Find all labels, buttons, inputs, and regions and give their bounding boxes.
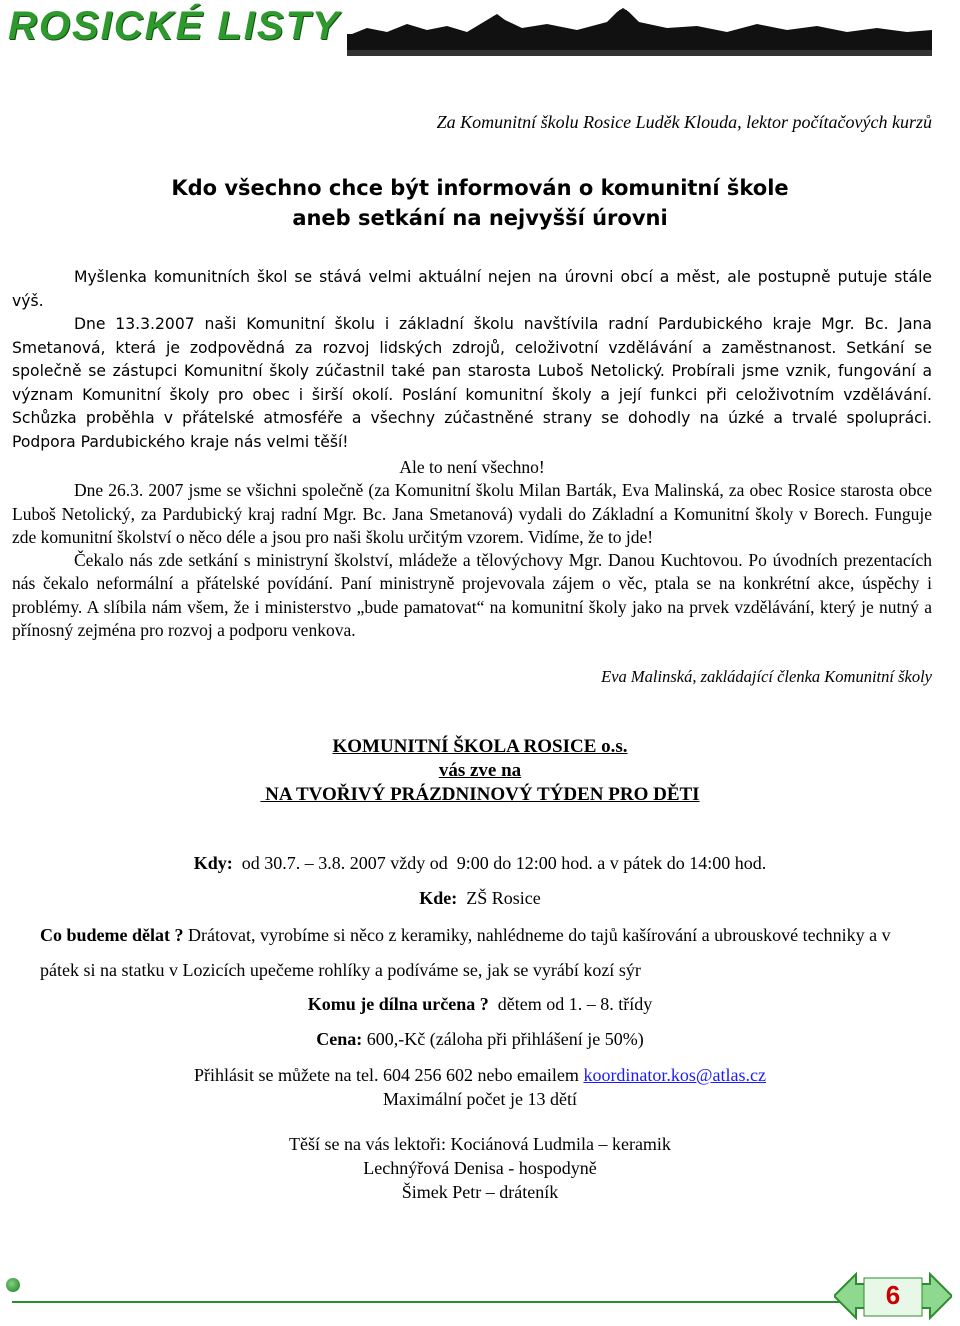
lecturer-line: Šimek Petr – dráteník xyxy=(401,1182,559,1202)
article-part1 xyxy=(12,266,932,454)
when-value: od 30.7. – 3.8. 2007 vždy od 9:00 do 12:00 hod. a v pátek do 14:00 hod. xyxy=(232,853,767,873)
lecturer-line: Těší se na vás lektoři: Kociánová Ludmila – keramik xyxy=(289,1134,671,1154)
intro-line: Za Komunitní školu Rosice Luděk Klouda, lektor počítačových kurzů xyxy=(436,112,932,132)
article-signature: Eva Malinská, zakládající členka Komunitní školy xyxy=(601,667,932,686)
for-label: Komu je dílna určena ? xyxy=(307,994,489,1014)
article-part2 xyxy=(12,456,932,642)
footer-bullet-icon xyxy=(6,1278,20,1292)
register-row xyxy=(0,1065,960,1086)
article-paragraph: Myšlenka komunitních škol se stává velmi aktuální nejen na úrovni obcí a měst, ale postupně putuje stále výš. xyxy=(12,268,932,310)
lecturer-line: Lechnýřová Denisa - hospodyně xyxy=(363,1158,597,1178)
price-row xyxy=(0,1029,960,1050)
masthead xyxy=(0,0,960,60)
where-label: Kde: xyxy=(419,888,458,908)
article-paragraph: Ale to není všechno! xyxy=(399,457,545,477)
where-value: ZŠ Rosice xyxy=(457,888,541,908)
where-row xyxy=(0,888,960,909)
price-value: 600,-Kč (záloha při přihlášení je 50%) xyxy=(362,1029,644,1049)
article-paragraph: Dne 13.3.2007 naši Komunitní školu i základní školu navštívila radní Pardubického kraje Mgr. Bc. Jana Smetanová, která je zodpovědná za rozvoj lidských zdrojů, celoživotní vzdělávání a zaměstnanost. Setkání se společně se zástupci Komunitní školy zúčastnil také pan starosta Luboš Netolický. Probírali jsme vznik, fungování a význam Komunitní školy pro obec i širší okolí. Poslání komunitní školy a její funkci při celoživotním vzdělávání. Schůzka proběhla v přátelské atmosféře a všechny zúčastněné strany se dohodly na úzké a trvalé spolupráci. Podpora Pardubického kraje nás velmi těší! xyxy=(12,315,932,451)
when-row xyxy=(0,853,960,874)
page-number: 6 xyxy=(885,1280,901,1310)
what-label: Co budeme dělat ? xyxy=(40,925,184,945)
when-label: Kdy: xyxy=(193,853,233,873)
article-paragraph: Čekalo nás zde setkání s ministryní školství, mládeže a tělovýchovy Mgr. Danou Kuchtovou. Po úvodních prezentacích nás čekalo neformální a přátelské povídání. Paní ministryně projevovala zájem o věc, ptala se na konkrétní akce, úspěchy i problémy. A slíbila nám všem, že i ministerstvo „bude pamatovat“ na komunitní školy jako na prvek vzdělávání, který je nutný a přínosný zejména pro rozvoj a podporu venkova. xyxy=(12,550,932,641)
article-paragraph: Dne 26.3. 2007 jsme se všichni společně (za Komunitní školu Milan Barták, Eva Malinská, za obec Rosice starosta obce Luboš Netolický, za Pardubický kraj radní Mgr. Bc. Jana Smetanová) vydali do Základní a Komunitní školy v Borech. Funguje zde komunitní školství o něco déle a jsou pro naši školu určitým vzorem. Vidíme, že to jde! xyxy=(12,480,932,547)
town-skyline-graphic xyxy=(347,6,932,56)
price-label: Cena: xyxy=(316,1029,363,1049)
announcement-invite: vás zve na xyxy=(438,760,522,781)
announcement-org: KOMUNITNÍ ŠKOLA ROSICE o.s. xyxy=(332,736,628,757)
what-value: Drátovat, vyrobíme si něco z keramiky, nahlédneme do tajů kašírování a ubrouskové techniky a v pátek si na statku v Lozicích upečeme rohlíky a podíváme se, jak se vyrábí kozí sýr xyxy=(40,925,891,980)
email-link[interactable]: koordinator.kos@atlas.cz xyxy=(583,1065,766,1085)
publication-title: ROSICKÉ LISTY xyxy=(8,4,341,48)
footer-rule xyxy=(12,1301,842,1303)
announcement-event: NA TVOŘIVÝ PRÁZDNINOVÝ TÝDEN PRO DĚTI xyxy=(260,784,700,805)
max-count: Maximální počet je 13 dětí xyxy=(383,1089,577,1109)
register-text: Přihlásit se můžete na tel. 604 256 602 nebo emailem xyxy=(194,1065,584,1085)
for-value: dětem od 1. – 8. třídy xyxy=(488,994,653,1014)
what-row xyxy=(40,918,920,988)
for-row xyxy=(0,994,960,1015)
headline-line2: aneb setkání na nejvyšší úrovni xyxy=(292,206,668,230)
headline-line1: Kdo všechno chce být informován o komunitní škole xyxy=(171,176,789,200)
